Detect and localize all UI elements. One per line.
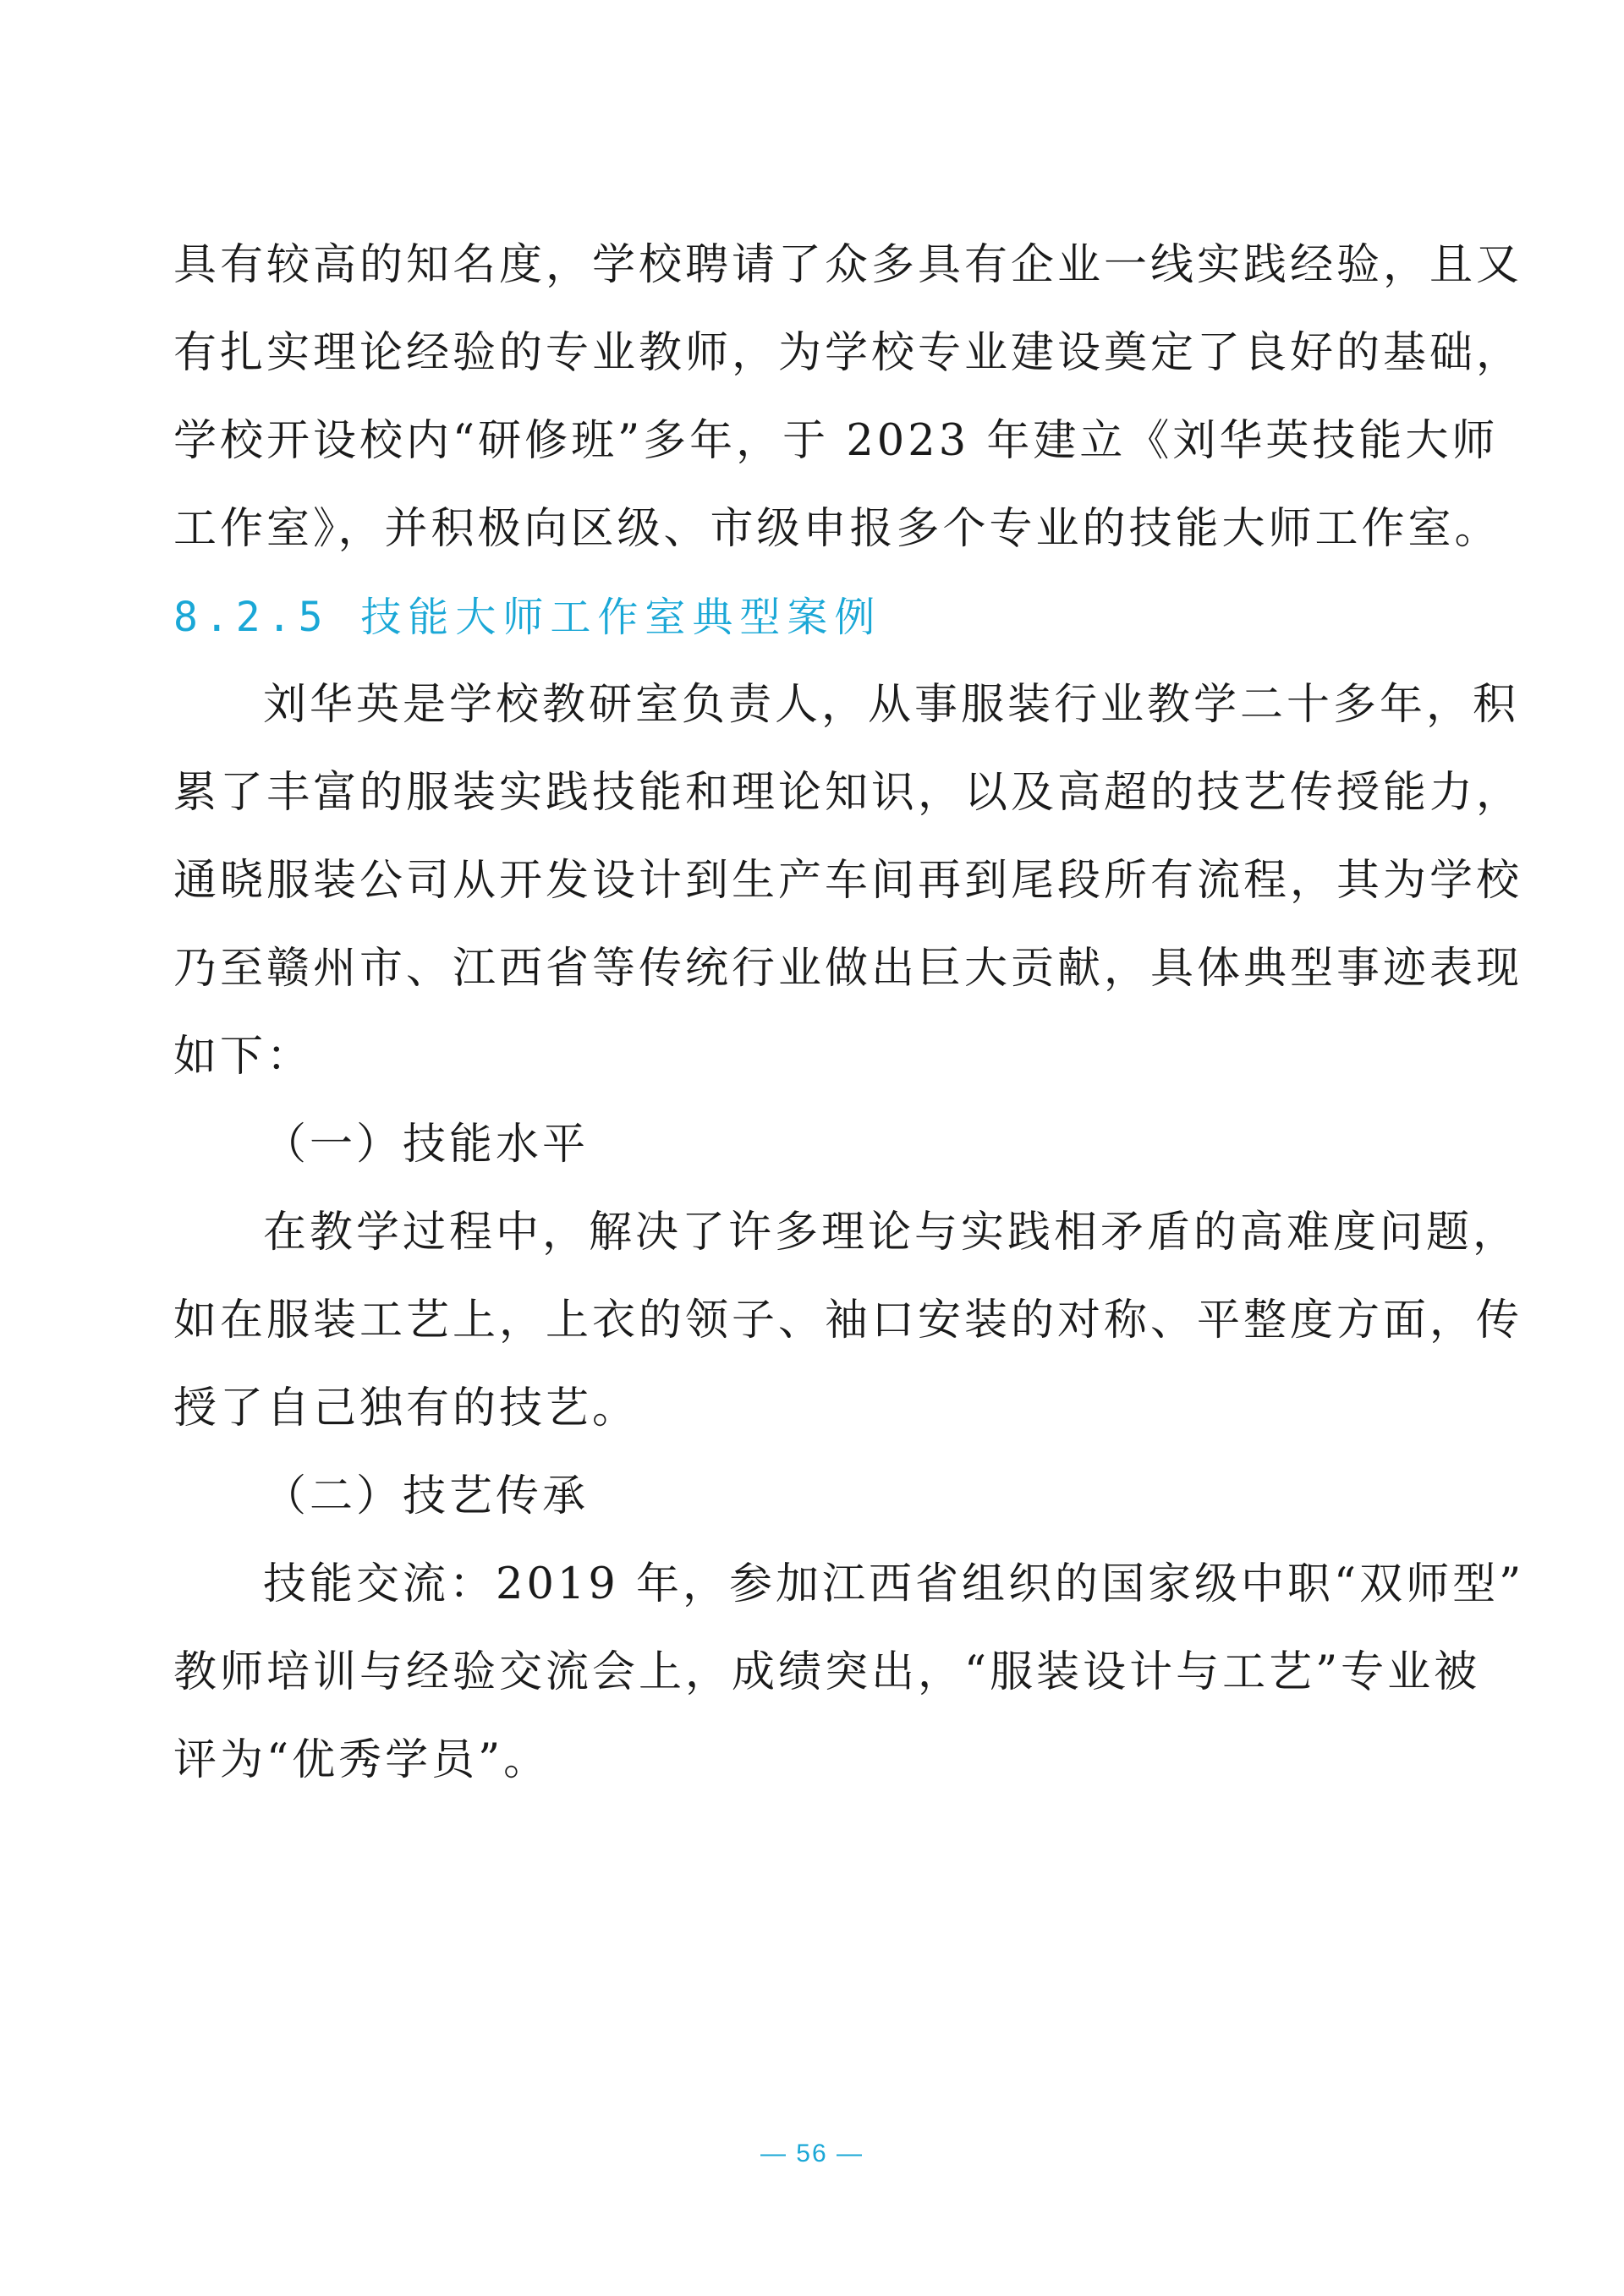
- text-line: 授了自己独有的技艺。: [173, 1384, 639, 1433]
- text-line: 在教学过程中，解决了许多理论与实践相矛盾的高难度问题，: [263, 1208, 1520, 1258]
- subsection-title-skill-level: （一）技能水平: [263, 1120, 590, 1170]
- paragraph-profile: [173, 661, 1523, 1101]
- page-content: [173, 222, 1525, 1805]
- subsection-title-skill-inheritance: （二）技艺传承: [263, 1471, 590, 1521]
- text-line: 累了丰富的服装实践技能和理论知识，以及高超的技艺传授能力，: [173, 768, 1523, 818]
- text-line: 具有较高的知名度，学校聘请了众多具有企业一线实践经验，且又: [173, 240, 1523, 290]
- page-number: — 56 —: [760, 2140, 864, 2167]
- text-line: 技能交流：2019 年，参加江西省组织的国家级中职“双师型”: [263, 1559, 1525, 1609]
- paragraph-intro: [173, 222, 1523, 573]
- text-line: 刘华英是学校教研室负责人，从事服装行业教学二十多年，积: [263, 680, 1520, 730]
- text-line: 评为“优秀学员”。: [173, 1735, 551, 1785]
- text-line: 如下：: [173, 1032, 314, 1082]
- text-line: 学校开设校内“研修班”多年，于 2023 年建立《刘华英技能大师: [173, 416, 1499, 466]
- text-line: 教师培训与经验交流会上，成绩突出，“服装设计与工艺”专业被: [173, 1647, 1481, 1697]
- section-heading: 8.2.5 技能大师工作室典型案例: [173, 594, 882, 641]
- text-line: 有扎实理论经验的专业教师，为学校专业建设奠定了良好的基础，: [173, 328, 1523, 378]
- text-line: 乃至赣州市、江西省等传统行业做出巨大贡献，具体典型事迹表现: [173, 944, 1523, 994]
- text-line: 如在服装工艺上，上衣的领子、袖口安装的对称、平整度方面，传: [173, 1296, 1523, 1345]
- text-line: 工作室》，并积极向区级、市级申报多个专业的技能大师工作室。: [173, 504, 1501, 554]
- paragraph-skill-inheritance: [173, 1541, 1525, 1805]
- paragraph-skill-level: [173, 1189, 1523, 1453]
- text-line: 通晓服装公司从开发设计到生产车间再到尾段所有流程，其为学校: [173, 856, 1523, 906]
